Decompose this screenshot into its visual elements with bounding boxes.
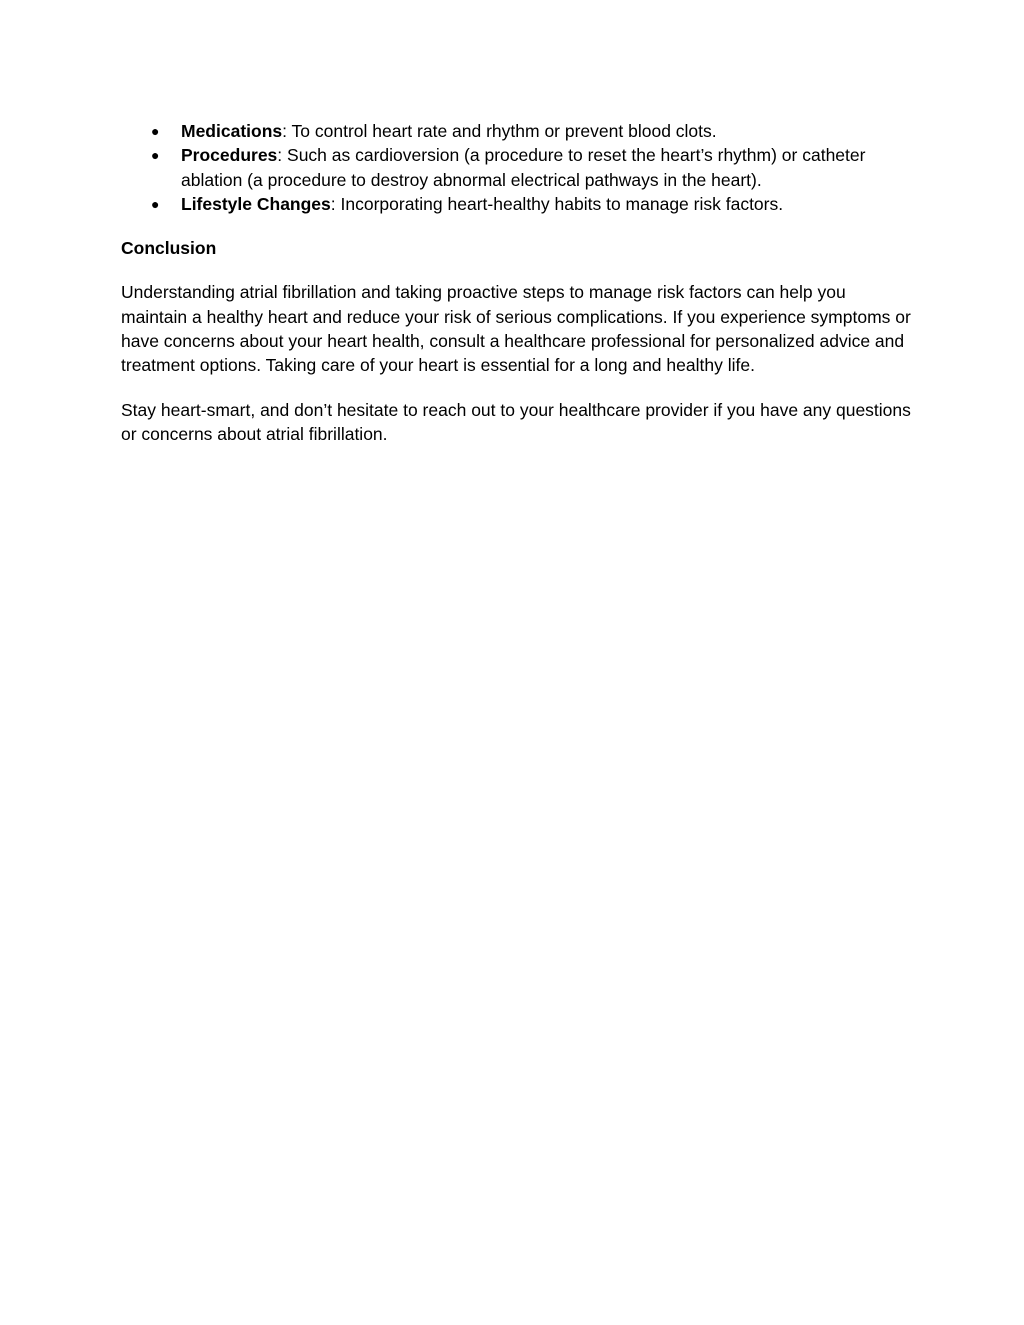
- list-item-term: Procedures: [181, 145, 278, 166]
- list-item-description: : Such as cardioversion (a procedure to reset the heart’s rhythm) or catheter ablation (a procedure to destroy abnormal electrical pathways in the heart).: [181, 145, 866, 190]
- closing-paragraph: Stay heart-smart, and don’t hesitate to reach out to your healthcare provider if you have any questions or concerns about atrial fibrillation.: [121, 399, 911, 444]
- document-body: [121, 119, 911, 446]
- bullet-icon: ●: [151, 147, 160, 164]
- conclusion-paragraph: Understanding atrial fibrillation and taking proactive steps to manage risk factors can help you maintain a healthy heart and reduce your risk of serious complications. If you experience symptoms or have concerns about your heart health, consult a healthcare professional for personalized advice and treatment options. Taking care of your heart is essential for a long and healthy life.: [121, 282, 911, 376]
- list-item-description: : Incorporating heart-healthy habits to manage risk factors.: [330, 193, 784, 214]
- list-item-procedures: [121, 143, 911, 192]
- list-item-description: : To control heart rate and rhythm or prevent blood clots.: [282, 121, 717, 141]
- list-item-lifestyle-changes: [121, 192, 911, 216]
- list-item-term: Medications: [181, 121, 283, 141]
- list-item-term: Lifestyle Changes: [181, 193, 331, 214]
- section-heading-conclusion: Conclusion: [121, 238, 217, 259]
- list-item-medications: [121, 119, 911, 143]
- bullet-icon: ●: [151, 123, 160, 139]
- bullet-icon: ●: [151, 195, 160, 212]
- treatment-options-list: [121, 119, 911, 216]
